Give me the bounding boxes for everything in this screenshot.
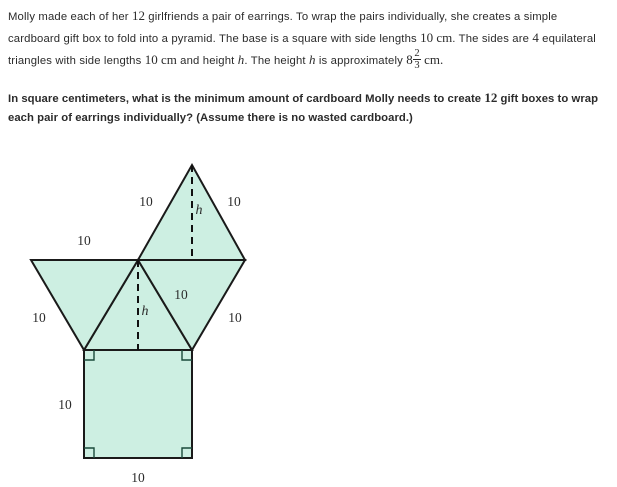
fraction-whole-part: 8	[406, 52, 413, 68]
unit-cm-height: cm	[424, 51, 440, 67]
text-fragment: Molly made each of her	[8, 11, 133, 23]
problem-question	[8, 88, 610, 129]
text-fragment: In square centimeters, what is the minimum amount of cardboard Molly needs to create	[8, 92, 485, 105]
pyramid-net-diagram	[0, 148, 300, 487]
unit-cm-base: cm	[436, 29, 453, 45]
variable-h-second: h	[308, 51, 316, 67]
square-base-face	[84, 350, 192, 458]
problem-paragraph-1	[8, 6, 610, 73]
text-fragment: girlfriends a pair of earrings. To wrap the pairs individually, she creates a simple cardboard gift box to fold into a pyramid. The base is a square with side lengths	[8, 11, 558, 45]
text-fragment: is approximately	[315, 54, 407, 67]
number-twelve-question: 12	[484, 89, 498, 105]
number-twelve: 12	[132, 8, 146, 23]
text-fragment: gift boxes to wrap each pair of earrings individually? (Assume there is no wasted cardboard.)	[8, 92, 599, 125]
variable-h-first: h	[237, 51, 245, 67]
text-fragment: . The sides are	[452, 32, 533, 45]
fraction-denominator: 3	[414, 60, 420, 72]
label-top-triangle-right-side: 10	[227, 194, 241, 209]
label-right-triangle-right-side: 10	[228, 310, 242, 325]
label-left-triangle-top-side: 10	[77, 233, 91, 248]
problem-statement	[8, 6, 610, 129]
label-left-triangle-left-side: 10	[32, 310, 46, 325]
label-middle-triangle-right-side: 10	[174, 287, 188, 302]
number-ten-side: 10	[144, 51, 158, 67]
unit-cm-side: cm	[161, 51, 177, 67]
number-ten-base: 10	[420, 29, 434, 45]
period-end: .	[439, 51, 444, 67]
label-square-bottom-side: 10	[131, 470, 145, 485]
label-top-triangle-left-side: 10	[139, 194, 153, 209]
label-square-left-side: 10	[58, 397, 72, 412]
number-four: 4	[532, 29, 539, 45]
text-fragment: . The height	[244, 54, 309, 67]
mixed-fraction-height	[406, 48, 421, 72]
label-top-triangle-height: h	[195, 203, 203, 218]
text-fragment: and height	[176, 54, 238, 67]
fraction-body	[413, 48, 420, 72]
text-fragment: equilateral triangles with side lengths	[8, 32, 596, 67]
fraction-numerator: 2	[414, 48, 420, 59]
label-middle-triangle-height: h	[141, 304, 149, 319]
